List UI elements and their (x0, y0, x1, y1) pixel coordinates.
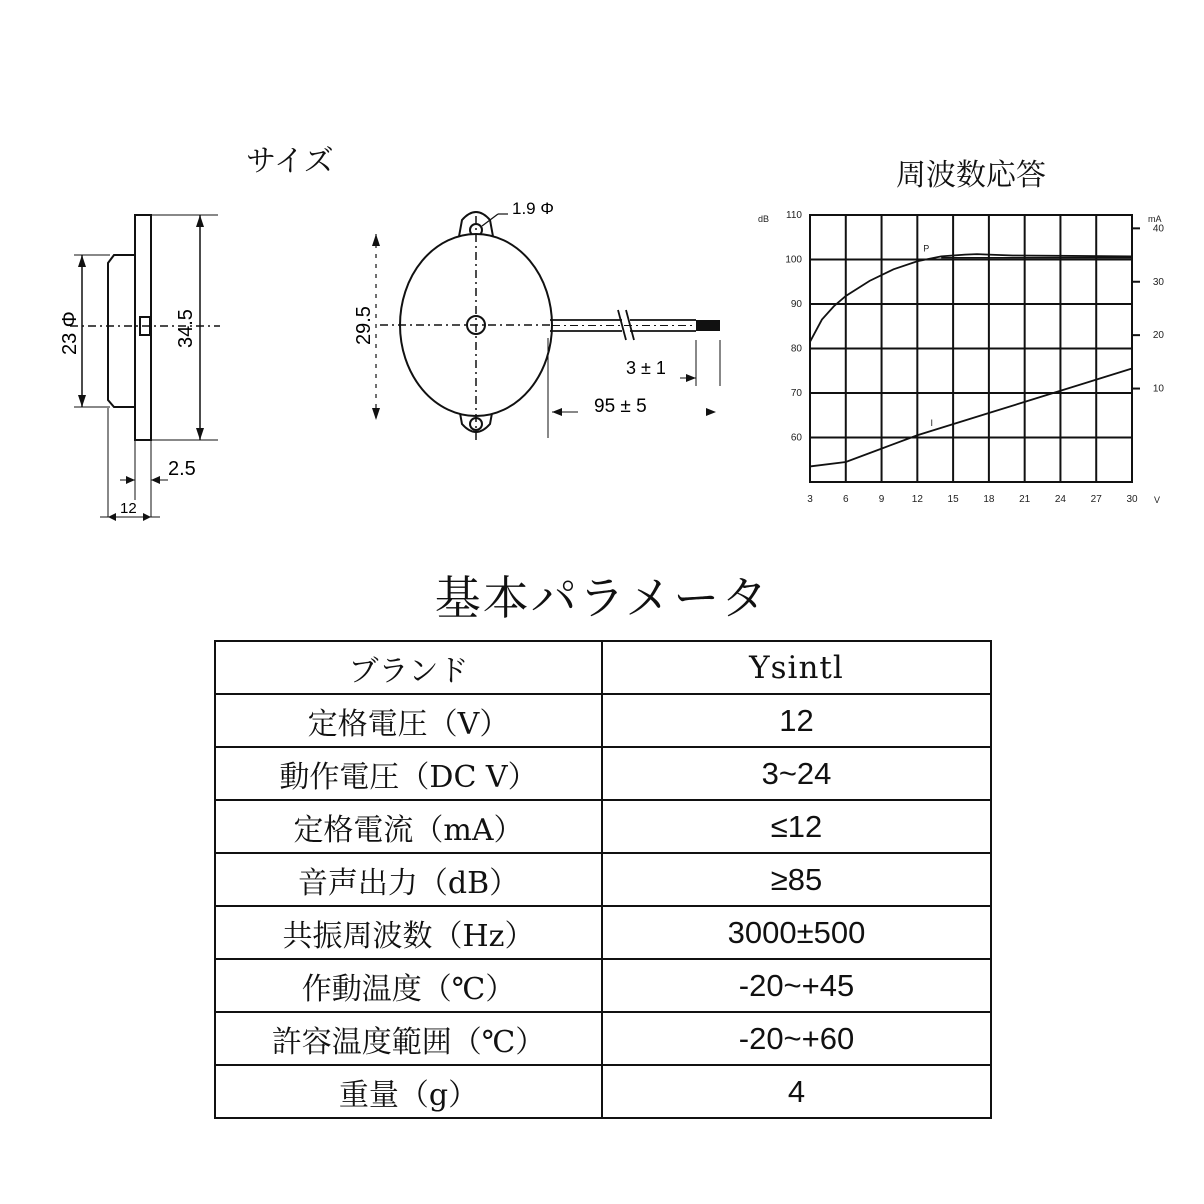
table-row (215, 694, 991, 747)
row-value: -20~+60 (602, 1012, 991, 1065)
table-row (215, 641, 991, 694)
dim-34-5-label: 34.5 (175, 309, 197, 348)
x-tick-label: 12 (911, 494, 923, 505)
row-value: -20~+45 (602, 959, 991, 1012)
dim-2-5-label: 2.5 (168, 458, 196, 480)
basic-parameters-title: 基本パラメータ (434, 571, 770, 625)
chart-series (810, 243, 1132, 466)
row-label: 重量（g） (215, 1065, 602, 1118)
row-label: 動作電圧（DC V） (215, 747, 602, 800)
right-axis-label: mA (1148, 214, 1162, 224)
table-row (215, 853, 991, 906)
dim-12-label: 12 (120, 500, 137, 517)
left-tick-label: 100 (785, 254, 802, 266)
x-tick-label: 15 (947, 494, 959, 505)
frequency-response-chart (752, 205, 1177, 510)
row-value: 4 (602, 1065, 991, 1118)
row-label: 作動温度（℃） (215, 959, 602, 1012)
row-label: 音声出力（dB） (215, 853, 602, 906)
table-row (215, 1065, 991, 1118)
right-tick-label: 30 (1152, 276, 1164, 288)
right-tick-label: 20 (1152, 330, 1164, 342)
x-tick-label: 18 (983, 494, 995, 505)
left-tick-label: 80 (790, 343, 802, 355)
row-value: Ysintl (602, 641, 991, 694)
row-label: 許容温度範囲（℃） (215, 1012, 602, 1065)
x-tick-label: 21 (1019, 494, 1031, 505)
dim-1-9-label: 1.9 Φ (512, 199, 554, 218)
x-tick-label: 30 (1126, 494, 1138, 505)
x-tick-label: 27 (1090, 494, 1102, 505)
table-row (215, 1012, 991, 1065)
left-tick-label: 90 (790, 299, 802, 310)
size-title: サイズ (246, 144, 334, 179)
x-tick-label: 3 (807, 494, 813, 505)
left-axis-label: dB (758, 214, 770, 224)
row-label: 共振周波数（Hz） (215, 906, 602, 959)
dim-29-5-label: 29.5 (353, 306, 375, 345)
table-row (215, 800, 991, 853)
left-tick-label: 60 (790, 432, 802, 444)
row-value: 12 (602, 694, 991, 747)
table-row (215, 747, 991, 800)
row-value: 3~24 (602, 747, 991, 800)
row-value: 3000±500 (602, 906, 991, 959)
table-row (215, 906, 991, 959)
right-tick-label: 40 (1152, 223, 1164, 235)
x-tick-label: 9 (878, 494, 885, 505)
side-view-drawing (40, 195, 240, 535)
x-tick-label: 24 (1054, 494, 1067, 505)
front-view-drawing (340, 190, 730, 450)
row-value: ≤12 (602, 800, 991, 853)
row-label: ブランド (215, 641, 602, 694)
dim-3-label: 3 ± 1 (626, 358, 666, 378)
row-label: 定格電流（mA） (215, 800, 602, 853)
row-label: 定格電圧（V） (215, 694, 602, 747)
table-row (215, 959, 991, 1012)
left-tick-label: 110 (786, 210, 802, 221)
row-value: ≥85 (602, 853, 991, 906)
dim-95-label: 95 ± 5 (594, 396, 647, 417)
dim-23-label: 23 Φ (59, 311, 81, 355)
series-label-p: P (923, 243, 930, 254)
x-tick-label: 6 (842, 494, 849, 505)
left-tick-label: 70 (790, 388, 802, 399)
parameters-table (214, 640, 992, 1119)
frequency-response-title: 周波数応答 (896, 158, 1046, 193)
series-line-p (810, 254, 1132, 342)
right-tick-label: 10 (1152, 383, 1164, 395)
series-label-i: I (930, 417, 933, 428)
x-unit-label: V (1154, 495, 1161, 505)
series-line-i (810, 369, 1132, 467)
